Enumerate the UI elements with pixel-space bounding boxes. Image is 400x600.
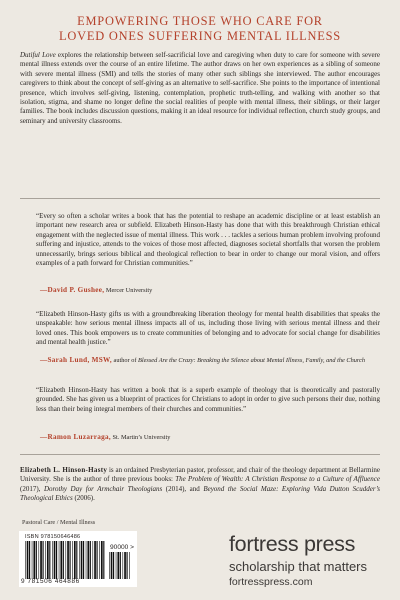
barcode-addon-bars [109, 552, 131, 579]
barcode-bar [66, 541, 67, 579]
bio-book-1: The Problem of Wealth: A Christian Response to a Culture of Affluence [175, 475, 380, 484]
barcode-bar [39, 541, 40, 579]
endorser-name-1: —David P. Gushee, [40, 286, 105, 294]
barcode-bar [40, 541, 42, 579]
endorsement-attribution-2 [40, 356, 380, 365]
author-name: Elizabeth L. Hinson-Hasty [20, 466, 108, 474]
author-bio: Elizabeth L. Hinson-Hasty is an ordained Presbyterian pastor, professor, and chair of the theology department at Bellarmine University. She is the author of three previous books: The Problem of Wealth: A Christian Response to a Culture of Affluence (2017), Dorothy Day for Armchair Theologians (2014), and Beyond the Social Maze: Exploring Vida Dutton Scudder’s Theological Ethics (2006). [20, 466, 380, 503]
endorsement-attribution-1 [40, 286, 380, 295]
barcode-bar [117, 552, 119, 579]
endorsement-quote-3: “Elizabeth Hinson-Hasty has written a book that is a superb example of theology that is theoretically and pastorally grounded. She has given us a blueprint of practices for Christians to adopt in order to give such persons their due, nothing less than their being integral members of their churches and communities.” [36, 386, 380, 413]
barcode-bar [93, 541, 94, 579]
endorser-affiliation-2: author of [111, 357, 139, 364]
barcode-bar [103, 541, 104, 579]
barcode-bar [45, 541, 46, 579]
barcode-bar [109, 552, 110, 579]
barcode-bar [120, 552, 121, 579]
bio-book-2: Dorothy Day for Armchair Theologians [43, 484, 163, 493]
endorsement-attribution-3 [40, 433, 380, 442]
barcode-bar [90, 541, 91, 579]
barcode-bar [86, 541, 87, 579]
barcode-bar [123, 552, 124, 579]
barcode-bar [116, 552, 117, 579]
barcode-bar [76, 541, 77, 579]
barcode-bar [59, 541, 60, 579]
barcode-bar [54, 541, 56, 579]
barcode-bars [25, 541, 105, 579]
barcode-bar [124, 552, 126, 579]
endorser-affiliation-3: St. Martin’s University [110, 434, 171, 441]
barcode-bar [63, 541, 64, 579]
barcode-bar [129, 552, 130, 579]
barcode-bar [70, 541, 71, 579]
endorser-name-3: —Ramon Luzarraga, [40, 433, 111, 441]
barcode-bar [81, 541, 83, 579]
barcode-bar [32, 541, 33, 579]
barcode-bar [79, 541, 80, 579]
heading-line-2: LOVED ONES SUFFERING MENTAL ILLNESS [59, 29, 341, 43]
isbn-number: 9 781506 464886 [21, 578, 80, 585]
barcode-bar [25, 541, 26, 579]
barcode-bar [29, 541, 30, 579]
endorser-affiliation-1: Mercer University [104, 287, 153, 294]
barcode-bar [49, 541, 50, 579]
barcode-bar [94, 541, 96, 579]
barcode-bar [72, 541, 73, 579]
barcode-bar [27, 541, 29, 579]
description-text: explores the relationship between self-sacrificial love and caregiving when duty to care for someone with severe mental illness extends over the course of an entire lifetime. The author draws on her own experiences as a sibling of someone with severe mental illness (SMI) and tells the stories of many other such siblings she interviewed. The author encourages caregivers to think about the concept of self-giving as an alternative to self-sacrifice. She points to the importance of intentional presence, which involves self-giving, listening, contemplation, prophetic truth-telling, and walking with another so that isolation, stigma, and shame no longer define the social realities of people with mental illness, their siblings, or their larger families. The book includes discussion questions, making it an ideal resource for individual reflection, church study groups, and seminary and university classrooms. [20, 51, 380, 125]
isbn-label: ISBN 978150646486 [25, 534, 81, 540]
barcode-bar [52, 541, 53, 579]
barcode-bar [36, 541, 37, 579]
publisher-tagline: scholarship that matters [229, 559, 368, 574]
barcode-bar [87, 541, 89, 579]
barcode-bar [74, 541, 76, 579]
endorsement-quote-1: “Every so often a scholar writes a book that has the potential to reshape an academic discipline or at least establish an important new research area or subfield. Elizabeth Hinson-Hasty has done that with this breakthrough Christian ethical engagement with the neglected issue of mental illness. This work . . . tackles a serious human problem involving profound suffering and injustice, attends to the voices of those most affected, diagnoses societal shortfalls that worsen the problem unnecessarily, brings serious biblical and theological reflection to bear in order to change our moral vision, and offers examples of a path forward for Christian communities.” [36, 212, 380, 268]
barcode-bar [111, 552, 113, 579]
barcode-bar [83, 541, 84, 579]
barcode-bar [43, 541, 44, 579]
barcode-bar [33, 541, 35, 579]
heading-line-1: EMPOWERING THOSE WHO CARE FOR [77, 14, 323, 28]
barcode-bar [113, 552, 114, 579]
cover-heading [20, 14, 380, 44]
book-description [20, 51, 380, 126]
barcode-bar [56, 541, 57, 579]
barcode-bar [101, 541, 103, 579]
endorser-book-2: Blessed Are the Crazy: Breaking the Silence about Mental Illness, Family, and the Church [138, 357, 366, 364]
barcode-bar [127, 552, 128, 579]
price-code: 90000 > [110, 544, 135, 551]
endorsement-quote-2: “Elizabeth Hinson-Hasty gifts us with a groundbreaking liberation theology for mental health disabilities that speaks the unspeakable: how serious mental illness impacts all of us, including those living with serious mental illness and their loved ones. This book empowers us to create communities of belonging and to advocate for social change for disabilities and mental health justice.” [36, 310, 380, 347]
divider-bottom [20, 454, 380, 455]
barcode-bar [60, 541, 62, 579]
barcode-bar [97, 541, 98, 579]
description-book-title: Dutiful Love [20, 51, 56, 59]
divider-top [20, 198, 380, 199]
endorser-name-2: —Sarah Lund, MSW, [40, 356, 112, 364]
barcode-bar [47, 541, 49, 579]
shelving-category: Pastoral Care / Mental Illness [22, 519, 96, 526]
barcode-bar [99, 541, 100, 579]
barcode [19, 531, 137, 587]
publisher-website: fortresspress.com [229, 576, 313, 588]
bio-book-3: Beyond the Social Maze: Exploring Vida Dutton Scudder’s Theological Ethics [20, 484, 380, 503]
barcode-bar [67, 541, 69, 579]
publisher-name: fortress press [229, 532, 356, 556]
